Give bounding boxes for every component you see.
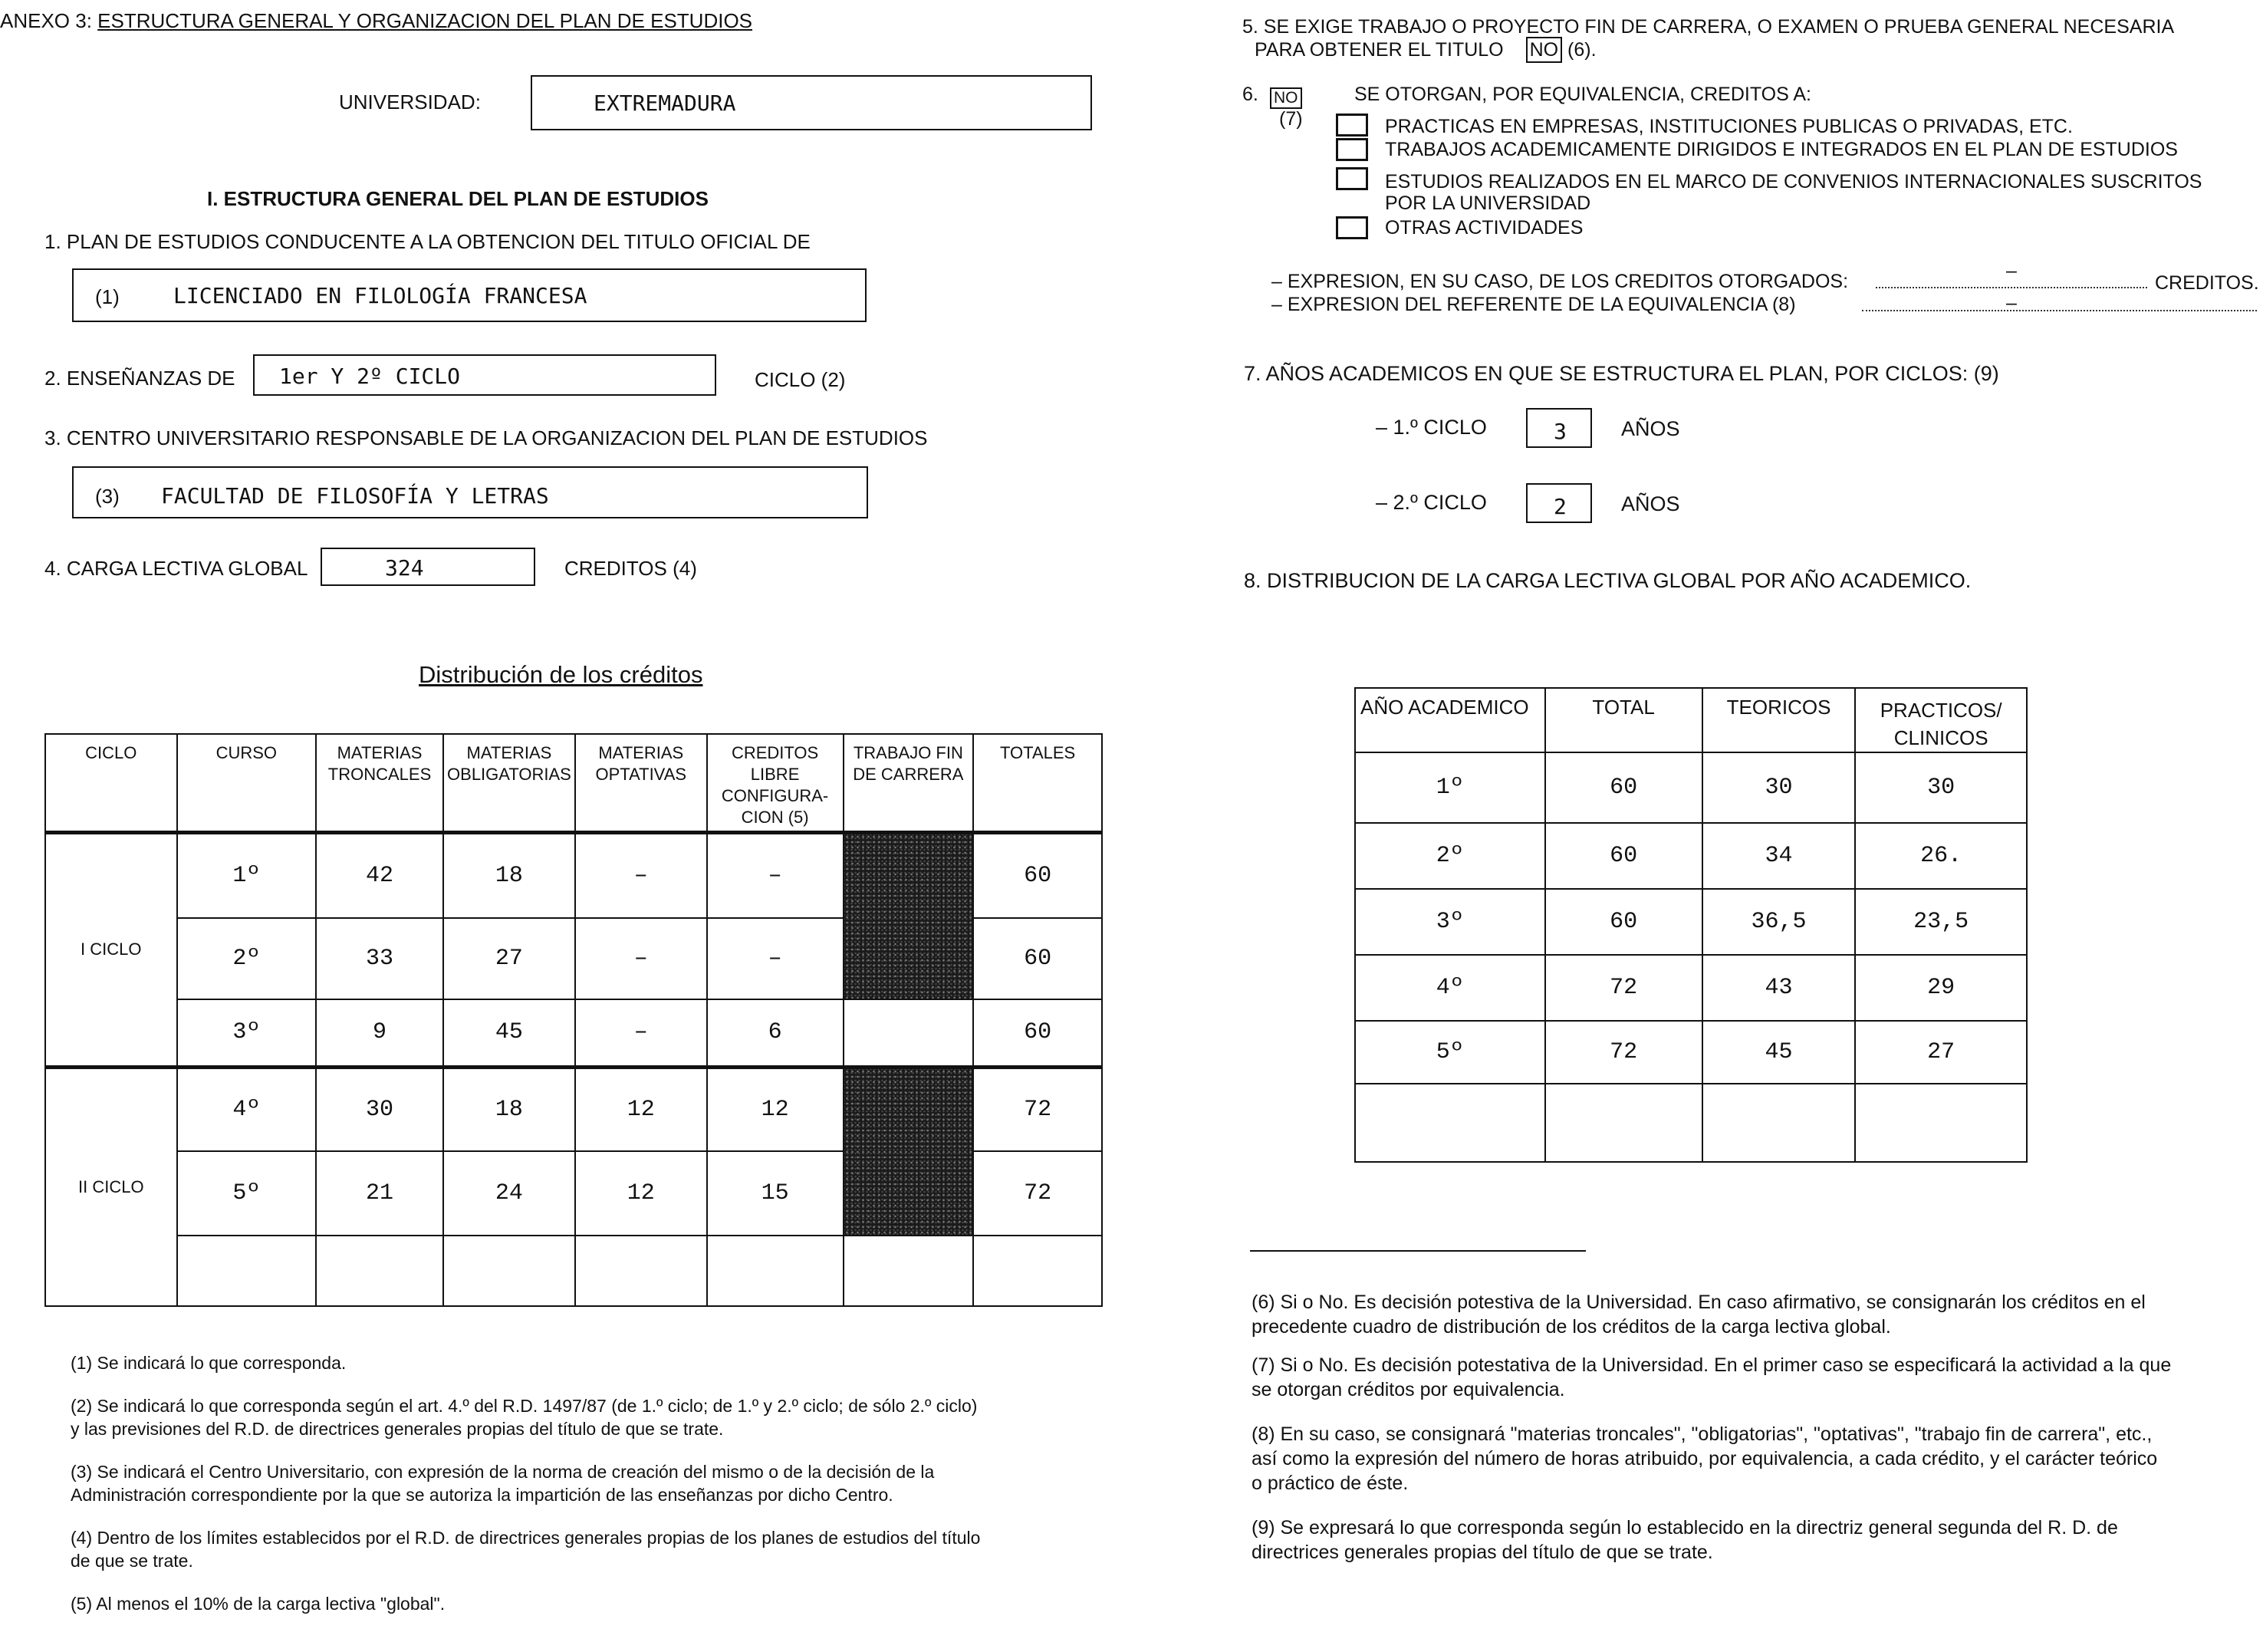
- table-row: [45, 832, 1102, 918]
- table-row: [1355, 889, 2027, 955]
- option-estudios-2: POR LA UNIVERSIDAD: [1385, 193, 1591, 214]
- cell-teoricos: 45: [1702, 1021, 1856, 1084]
- item6-title: SE OTORGAN, POR EQUIVALENCIA, CREDITOS A:: [1354, 84, 1811, 105]
- table-row: [1355, 823, 2027, 889]
- footnote-8a: (8) En su caso, se consignará "materias troncales", "obligatorias", "optativas", "trabajo fin de carrera", etc.,: [1252, 1423, 2153, 1445]
- item1-ref: (1): [95, 285, 120, 308]
- cell-total: 72: [1545, 955, 1702, 1021]
- cycle2-label: II CICLO: [45, 1067, 177, 1306]
- header-year: AÑO ACADEMICO: [1355, 688, 1545, 752]
- item4-label: 4. CARGA LECTIVA GLOBAL: [44, 557, 308, 580]
- cycle1-years-value: 3: [1554, 419, 1567, 444]
- header-practicos: PRACTICOS/ CLINICOS: [1855, 688, 2027, 752]
- cell-optativas: 12: [575, 1151, 707, 1236]
- cell-optativas: –: [575, 918, 707, 999]
- header-ciclo: CICLO: [45, 734, 177, 832]
- cell-empty: [575, 1236, 707, 1306]
- cell-troncales: 21: [316, 1151, 443, 1236]
- expr1-dash: –: [2006, 260, 2017, 281]
- option-otras: OTRAS ACTIVIDADES: [1385, 217, 1584, 239]
- expr2-label: – EXPRESION DEL REFERENTE DE LA EQUIVALENCIA (8): [1271, 294, 1796, 315]
- item6-box: NO: [1270, 87, 1302, 109]
- university-label: UNIVERSIDAD:: [339, 90, 481, 114]
- cell-troncales: 30: [316, 1067, 443, 1151]
- cell-obligatorias: 18: [443, 1067, 575, 1151]
- cell-total: 60: [1545, 752, 1702, 823]
- cell-practicos: 23,5: [1855, 889, 2027, 955]
- section-title: I. ESTRUCTURA GENERAL DEL PLAN DE ESTUDIOS: [207, 187, 709, 210]
- cell-practicos: 30: [1855, 752, 2027, 823]
- cell-curso: 2º: [177, 918, 317, 999]
- item3-label: 3. CENTRO UNIVERSITARIO RESPONSABLE DE LA ORGANIZACION DEL PLAN DE ESTUDIOS: [44, 426, 928, 449]
- cell-troncales: 9: [316, 999, 443, 1067]
- cell-empty: [443, 1236, 575, 1306]
- cell-practicos: 29: [1855, 955, 2027, 1021]
- cell-teoricos: 30: [1702, 752, 1856, 823]
- cell-practicos: 27: [1855, 1021, 2027, 1084]
- cell-curso: 4º: [177, 1067, 317, 1151]
- item2-label: 2. ENSEÑANZAS DE: [44, 367, 235, 390]
- option-checkbox-otras[interactable]: [1336, 216, 1368, 239]
- cell-empty: [844, 1236, 974, 1306]
- cell-optativas: 12: [575, 1067, 707, 1151]
- cell-totales: 72: [973, 1151, 1102, 1236]
- footnote-3a: (3) Se indicará el Centro Universitario, con expresión de la norma de creación del mismo o de la decisión de la: [71, 1462, 935, 1482]
- footnote-7b: se otorgan créditos por equivalencia.: [1252, 1379, 1565, 1400]
- cell-libre: 15: [707, 1151, 844, 1236]
- item8-label: 8. DISTRIBUCION DE LA CARGA LECTIVA GLOBAL POR AÑO ACADEMICO.: [1244, 569, 1972, 592]
- cell-total: 72: [1545, 1021, 1702, 1084]
- distribution-title: Distribución de los créditos: [419, 661, 703, 688]
- footnote-2a: (2) Se indicará lo que corresponda según el art. 4.º del R.D. 1497/87 (de 1.º ciclo; de 1.º y 2.º ciclo; de sólo 2.º ciclo): [71, 1396, 978, 1416]
- table-row-empty: [45, 1236, 1102, 1306]
- item3-value: FACULTAD DE FILOSOFÍA Y LETRAS: [161, 483, 549, 508]
- expr1-label: – EXPRESION, EN SU CASO, DE LOS CREDITOS OTORGADOS:: [1271, 271, 1849, 292]
- cycle2-years-unit: AÑOS: [1621, 492, 1680, 515]
- table-row: [1355, 1021, 2027, 1084]
- cell-empty: [1702, 1084, 1856, 1162]
- expr1-dots: [1876, 287, 2147, 288]
- item2-value: 1er Y 2º CICLO: [279, 364, 461, 389]
- item5-line2: [1255, 37, 1597, 63]
- table-row-empty: [1355, 1084, 2027, 1162]
- cell-totales: 72: [973, 1067, 1102, 1151]
- header-obligatorias: MATERIAS OBLIGATORIAS: [443, 734, 575, 832]
- footnote-separator: [1250, 1250, 1586, 1252]
- header-totales: TOTALES: [973, 734, 1102, 832]
- footnote-6b: precedente cuadro de distribución de los créditos de la carga lectiva global.: [1252, 1316, 1891, 1338]
- cell-teoricos: 36,5: [1702, 889, 1856, 955]
- cell-empty: [316, 1236, 443, 1306]
- cell-curso: 5º: [177, 1151, 317, 1236]
- item4-suffix: CREDITOS (4): [564, 557, 697, 580]
- cell-obligatorias: 27: [443, 918, 575, 999]
- cell-year: 3º: [1355, 889, 1545, 955]
- header-total: TOTAL: [1545, 688, 1702, 752]
- cell-optativas: –: [575, 999, 707, 1067]
- cycle1-years-label: – 1.º CICLO: [1376, 416, 1487, 439]
- option-estudios-1: ESTUDIOS REALIZADOS EN EL MARCO DE CONVENIOS INTERNACIONALES SUSCRITOS: [1385, 171, 2202, 193]
- cell-libre: 12: [707, 1067, 844, 1151]
- cell-total: 60: [1545, 889, 1702, 955]
- item5-line2-text: PARA OBTENER EL TITULO: [1255, 39, 1504, 61]
- annex-title: ANEXO 3:: [0, 9, 92, 32]
- cell-teoricos: 34: [1702, 823, 1856, 889]
- cycle2-years-value: 2: [1554, 494, 1567, 519]
- header-troncales: MATERIAS TRONCALES: [316, 734, 443, 832]
- cell-empty: [973, 1236, 1102, 1306]
- option-practicas: PRACTICAS EN EMPRESAS, INSTITUCIONES PUBLICAS O PRIVADAS, ETC.: [1385, 116, 2073, 137]
- cell-totales: 60: [973, 832, 1102, 918]
- cell-curso: 3º: [177, 999, 317, 1067]
- cell-troncales: 33: [316, 918, 443, 999]
- cell-total: 60: [1545, 823, 1702, 889]
- header-optativas: MATERIAS OPTATIVAS: [575, 734, 707, 832]
- header-libre: CREDITOS LIBRE CONFIGURA- CION (5): [707, 734, 844, 832]
- cell-year: 2º: [1355, 823, 1545, 889]
- right-footnotes: [1252, 1290, 2248, 1565]
- cell-teoricos: 43: [1702, 955, 1856, 1021]
- year-distribution-table: [1354, 687, 2028, 1163]
- university-box: [531, 75, 1092, 130]
- year-table-header: [1355, 688, 2027, 752]
- expr1-suffix: CREDITOS.: [2155, 272, 2259, 294]
- header-teoricos: TEORICOS: [1702, 688, 1856, 752]
- cycle1-years-unit: AÑOS: [1621, 417, 1680, 440]
- table-row: [45, 999, 1102, 1067]
- cycle2-years-label: – 2.º CICLO: [1376, 491, 1487, 514]
- left-footnotes: [71, 1351, 1067, 1615]
- cell-obligatorias: 24: [443, 1151, 575, 1236]
- cell-empty: [707, 1236, 844, 1306]
- cell-trabajo: [844, 999, 974, 1067]
- cell-empty: [1545, 1084, 1702, 1162]
- header-curso: CURSO: [177, 734, 317, 832]
- item1-value: LICENCIADO EN FILOLOGÍA FRANCESA: [173, 283, 587, 308]
- cell-empty: [177, 1236, 317, 1306]
- item2-suffix: CICLO (2): [755, 368, 846, 391]
- footnote-8c: o práctico de éste.: [1252, 1473, 1409, 1494]
- cell-totales: 60: [973, 918, 1102, 999]
- cycle2-years-box: [1526, 483, 1592, 523]
- cell-practicos: 26.: [1855, 823, 2027, 889]
- footnote-8b: así como la expresión del número de horas atribuido, por equivalencia, a cada crédito, y el carácter teórico: [1252, 1448, 2158, 1469]
- table-row: [1355, 955, 2027, 1021]
- footnote-3b: Administración correspondiente por la que se autoriza la impartición de las enseñanzas por dicho Centro.: [71, 1485, 893, 1505]
- option-trabajos: TRABAJOS ACADEMICAMENTE DIRIGIDOS E INTEGRADOS EN EL PLAN DE ESTUDIOS: [1385, 139, 2178, 160]
- item1-box: [72, 268, 867, 322]
- shaded-cell: [844, 1067, 974, 1236]
- item2-box: [253, 354, 716, 396]
- shaded-cell: [844, 832, 974, 999]
- footnote-2b: y las previsiones del R.D. de directrices generales propias del título de que se trate.: [71, 1419, 724, 1439]
- table-row: [45, 1067, 1102, 1151]
- cell-troncales: 42: [316, 832, 443, 918]
- footnote-1: (1) Se indicará lo que corresponda.: [71, 1353, 347, 1373]
- footnote-9b: directrices generales propias del título de que se trate.: [1252, 1542, 1713, 1563]
- option-checkbox-practicas[interactable]: [1336, 114, 1368, 137]
- footnote-4b: de que se trate.: [71, 1551, 193, 1571]
- option-checkbox-estudios[interactable]: [1336, 167, 1368, 190]
- footnote-5: (5) Al menos el 10% de la carga lectiva "global".: [71, 1594, 446, 1614]
- cell-optativas: –: [575, 832, 707, 918]
- item6-ref: (7): [1279, 108, 1303, 130]
- cell-libre: –: [707, 918, 844, 999]
- item5-box: NO: [1526, 37, 1563, 63]
- expr2-dash: –: [2006, 292, 2017, 314]
- footnote-4a: (4) Dentro de los límites establecidos por el R.D. de directrices generales propias de los planes de estudios del título: [71, 1528, 981, 1548]
- item5-ref: (6).: [1567, 39, 1597, 61]
- credits-table-header: [45, 734, 1102, 832]
- cycle1-years-box: [1526, 408, 1592, 448]
- credits-table: [44, 733, 1103, 1307]
- item1-label: 1. PLAN DE ESTUDIOS CONDUCENTE A LA OBTENCION DEL TITULO OFICIAL DE: [44, 230, 811, 253]
- table-row: [1355, 752, 2027, 823]
- cell-obligatorias: 45: [443, 999, 575, 1067]
- item5-line1: 5. SE EXIGE TRABAJO O PROYECTO FIN DE CARRERA, O EXAMEN O PRUEBA GENERAL NECESARIA: [1242, 16, 2175, 38]
- annex-heading: [0, 9, 752, 32]
- university-value: EXTREMADURA: [594, 90, 736, 116]
- cell-year: 5º: [1355, 1021, 1545, 1084]
- item6-num: 6.: [1242, 84, 1258, 105]
- footnote-6a: (6) Si o No. Es decisión potestiva de la Universidad. En caso afirmativo, se consignarán los créditos en el: [1252, 1292, 2146, 1313]
- item7-label: 7. AÑOS ACADEMICOS EN QUE SE ESTRUCTURA EL PLAN, POR CICLOS: (9): [1244, 362, 1999, 385]
- cell-obligatorias: 18: [443, 832, 575, 918]
- cell-empty: [1855, 1084, 2027, 1162]
- cell-curso: 1º: [177, 832, 317, 918]
- header-trabajo: TRABAJO FIN DE CARRERA: [844, 734, 974, 832]
- item3-box: [72, 466, 868, 518]
- item3-ref: (3): [95, 485, 120, 508]
- footnote-9a: (9) Se expresará lo que corresponda según lo establecido en la directriz general segunda del R. D. de: [1252, 1517, 2118, 1538]
- cell-totales: 60: [973, 999, 1102, 1067]
- cell-libre: –: [707, 832, 844, 918]
- footnote-7a: (7) Si o No. Es decisión potestativa de la Universidad. En el primer caso se especificará la actividad a la que: [1252, 1354, 2172, 1376]
- option-checkbox-trabajos[interactable]: [1336, 138, 1368, 161]
- item4-value: 324: [385, 555, 424, 581]
- cell-empty: [1355, 1084, 1545, 1162]
- cycle1-label: I CICLO: [45, 832, 177, 1067]
- cell-year: 1º: [1355, 752, 1545, 823]
- cell-libre: 6: [707, 999, 844, 1067]
- expr2-dots: [1862, 310, 2257, 311]
- item4-box: [321, 548, 535, 586]
- annex-subtitle: ESTRUCTURA GENERAL Y ORGANIZACION DEL PLAN DE ESTUDIOS: [97, 9, 753, 32]
- cell-year: 4º: [1355, 955, 1545, 1021]
